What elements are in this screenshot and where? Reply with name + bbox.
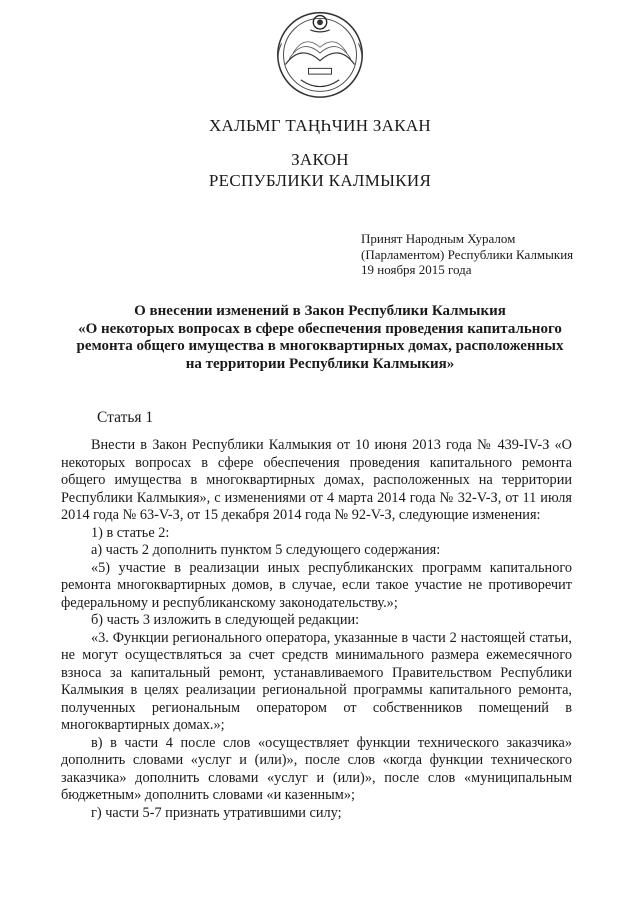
paragraph: в) в части 4 после слов «осуществляет функции технического заказчика» дополнить словами «услуг и (или)», после слов «когда функции технического заказчика» дополнить словами «услуг и (или)», после слов «муниципальным бюджетным» дополнить словами «и казенным»; bbox=[61, 734, 572, 803]
paragraph: а) часть 2 дополнить пунктом 5 следующего содержания: bbox=[91, 542, 441, 558]
law-title-line-2: «О некоторых вопросах в сфере обеспечения проведения капитального bbox=[78, 320, 562, 337]
law-title bbox=[62, 303, 578, 373]
republic-label: РЕСПУБЛИКИ КАЛМЫКИЯ bbox=[208, 171, 432, 190]
adoption-line-1: Принят Народным Хуралом bbox=[361, 231, 516, 246]
paragraph: «5) участие в реализации иных республиканских программ капитального ремонта многоквартирных домов, в случае, если такое участие не противоречит федеральному и республиканскому законодательству.»; bbox=[61, 559, 572, 611]
adoption-line-2: (Парламентом) Республики Калмыкия bbox=[361, 246, 574, 262]
adoption-info bbox=[361, 231, 573, 278]
article-body bbox=[61, 437, 572, 822]
law-label: ЗАКОН bbox=[291, 150, 349, 169]
paragraph: г) части 5-7 признать утратившими силу; bbox=[91, 804, 342, 821]
adoption-date: 19 ноября 2015 года bbox=[361, 262, 472, 277]
law-title-line-1: О внесении изменений в Закон Республики Калмыкия bbox=[134, 303, 506, 319]
paragraph: б) часть 3 изложить в следующей редакции: bbox=[91, 612, 360, 628]
coat-of-arms-emblem bbox=[272, 5, 368, 101]
paragraph: «3. Функции регионального оператора, указанные в части 2 настоящей статьи, не могут осуществляться за счет средств минимального размера ежемесячного взноса за капитальный ремонт, устанавливаемого Правительством Республики Калмыкия в целях реализации региональной программы капитального ремонта, полученных региональным оператором от собственников помещений в многоквартирных домах.»; bbox=[61, 629, 572, 733]
law-title-line-4: на территории Республики Калмыкия» bbox=[185, 355, 455, 372]
kalmyk-law-title: ХАЛЬМГ ТАҢҺЧИН ЗАКАН bbox=[208, 116, 432, 135]
paragraph: 1) в статье 2: bbox=[91, 524, 170, 541]
paragraph: Внести в Закон Республики Калмыкия от 10 июня 2013 года № 439-IV-З «О некоторых вопросах в сфере обеспечения проведения капитального ремонта общего имущества в многоквартирных домах, расположенных на территории Республики Калмыкия», с изменениями от 4 марта 2014 года № 32-V-З, от 11 июля 2014 года № 63-V-З, от 15 декабря 2014 года № 92-V-З, следующие изменения: bbox=[61, 437, 572, 523]
article-heading: Статья 1 bbox=[97, 409, 154, 426]
law-title-line-3: ремонта общего имущества в многоквартирных домах, расположенных bbox=[76, 338, 564, 354]
